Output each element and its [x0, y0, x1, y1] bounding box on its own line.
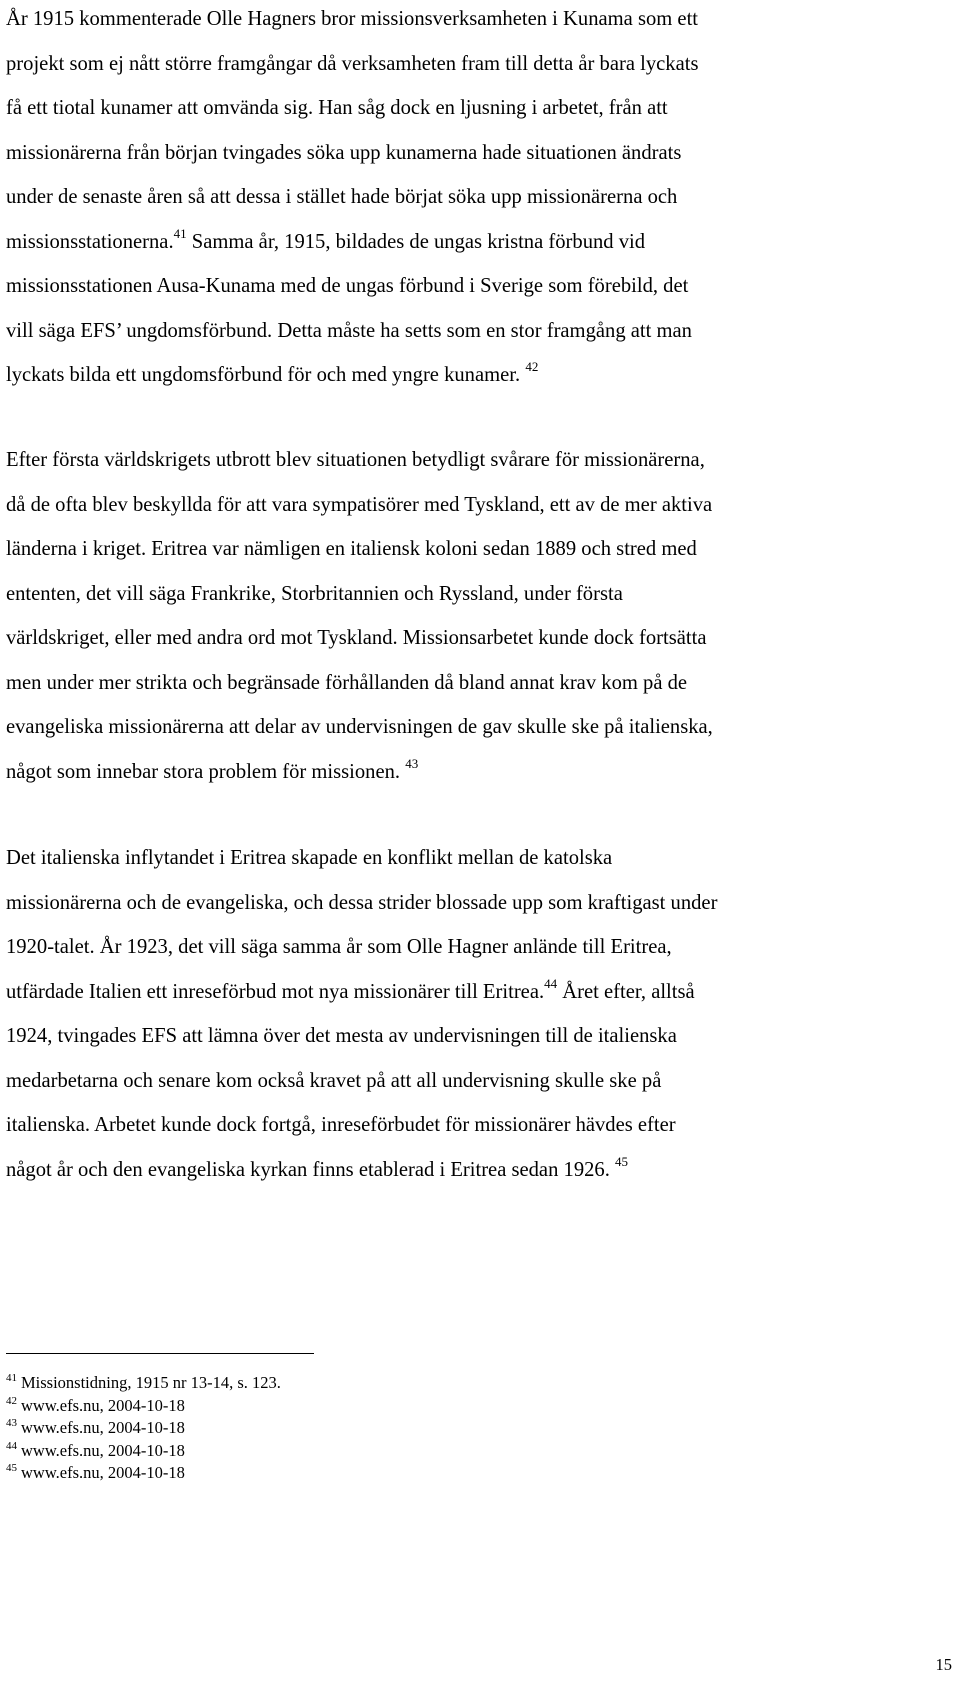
footnote-number: 41: [6, 1372, 17, 1384]
text-line: 1920-talet. År 1923, det vill säga samma år som Olle Hagner anlände till Eritrea,: [6, 936, 672, 958]
text-line: vill säga EFS’ ungdomsförbund. Detta måste ha setts som en stor framgång att man: [6, 319, 692, 342]
footnote-text: www.efs.nu, 2004-10-18: [21, 1395, 185, 1415]
text-fragment: Året efter, alltså: [557, 980, 695, 1003]
text-line: världskriget, eller med andra ord mot Tyskland. Missionsarbetet kunde dock fortsätta: [6, 627, 707, 649]
text-line: År 1915 kommenterade Olle Hagners bror missionsverksamheten i Kunama som ett: [6, 8, 699, 30]
text-line: [6, 220, 886, 265]
footnote-separator: [6, 1353, 314, 1354]
footnote: [6, 1395, 706, 1418]
text-fragment: missionsstationerna.: [6, 230, 174, 253]
footnote-ref[interactable]: 41: [173, 225, 187, 241]
footnote-number: 44: [6, 1439, 17, 1452]
text-fragment: något år och den evangeliska kyrkan finns etablerad i Eritrea sedan 1926.: [6, 1158, 610, 1181]
footnote-ref[interactable]: 44: [544, 975, 558, 991]
text-fragment: Samma år, 1915, bildades de ungas kristna förbund vid: [186, 230, 646, 253]
footnote-text: Missionstidning, 1915 nr 13-14, s. 123.: [21, 1373, 281, 1392]
footnote-text: www.efs.nu, 2004-10-18: [21, 1440, 185, 1460]
text-line: Det italienska inflytandet i Eritrea skapade en konflikt mellan de katolska: [6, 847, 613, 869]
text-line: få ett tiotal kunamer att omvända sig. Han såg dock en ljusning i arbetet, från att: [6, 97, 668, 119]
footnote-ref[interactable]: 43: [405, 755, 419, 771]
text-line: 1924, tvingades EFS att lämna över det mesta av undervisningen till de italienska: [6, 1025, 677, 1047]
footnote: [6, 1440, 706, 1463]
text-line: ententen, det vill säga Frankrike, Storbritannien och Ryssland, under första: [6, 582, 623, 605]
text-line: [6, 1148, 886, 1193]
footnote-ref[interactable]: 42: [525, 359, 539, 374]
paragraph-1: [6, 0, 886, 398]
text-line: medarbetarna och senare kom också kravet på att all undervisning skulle ske på: [6, 1069, 662, 1092]
text-line: då de ofta blev beskyllda för att vara sympatisörer med Tyskland, ett av de mer aktiva: [6, 493, 713, 516]
text-fragment: något som innebar stora problem för missionen.: [6, 760, 401, 783]
text-line: men under mer strikta och begränsade förhållanden då bland annat krav kom på de: [6, 671, 688, 694]
text-line: missionärerna från början tvingades söka upp kunamerna hade situationen ändrats: [6, 141, 682, 164]
page-number: 15: [935, 1655, 952, 1674]
text-line: evangeliska missionärerna att delar av undervisningen de gav skulle ske på italienska,: [6, 716, 713, 738]
footnote: [6, 1372, 706, 1395]
text-line: [6, 970, 886, 1015]
text-fragment: utfärdade Italien ett inreseförbud mot nya missionärer till Eritrea.: [6, 980, 545, 1003]
footnote-number: 43: [6, 1417, 17, 1429]
footnote-text: www.efs.nu, 2004-10-18: [21, 1463, 185, 1482]
text-line: italienska. Arbetet kunde dock fortgå, inreseförbudet för missionärer hävdes efter: [6, 1114, 676, 1136]
paragraph-2: [6, 438, 886, 794]
footnote-number: 42: [6, 1394, 17, 1407]
paragraph-3: [6, 836, 886, 1192]
footnote-ref[interactable]: 45: [615, 1153, 629, 1169]
footnote-text: www.efs.nu, 2004-10-18: [21, 1418, 185, 1437]
text-fragment: lyckats bilda ett ungdomsförbund för och med yngre kunamer.: [6, 364, 521, 386]
text-line: under de senaste åren så att dessa i stället hade börjat söka upp missionärerna och: [6, 186, 678, 208]
text-line: länderna i kriget. Eritrea var nämligen en italiensk koloni sedan 1889 och stred med: [6, 538, 697, 560]
footnote-number: 45: [6, 1462, 17, 1474]
text-line: missionärerna och de evangeliska, och dessa strider blossade upp som kraftigast under: [6, 891, 718, 914]
footnotes: [6, 1372, 706, 1485]
text-line: Efter första världskrigets utbrott blev situationen betydligt svårare för missionärerna,: [6, 449, 705, 471]
text-line: projekt som ej nått större framgångar då verksamheten fram till detta år bara lyckats: [6, 52, 699, 75]
text-line: missionsstationen Ausa-Kunama med de ungas förbund i Sverige som förebild, det: [6, 275, 689, 297]
footnote: [6, 1462, 706, 1485]
text-line: [6, 750, 886, 795]
text-line: [6, 353, 886, 398]
footnote: [6, 1417, 706, 1440]
